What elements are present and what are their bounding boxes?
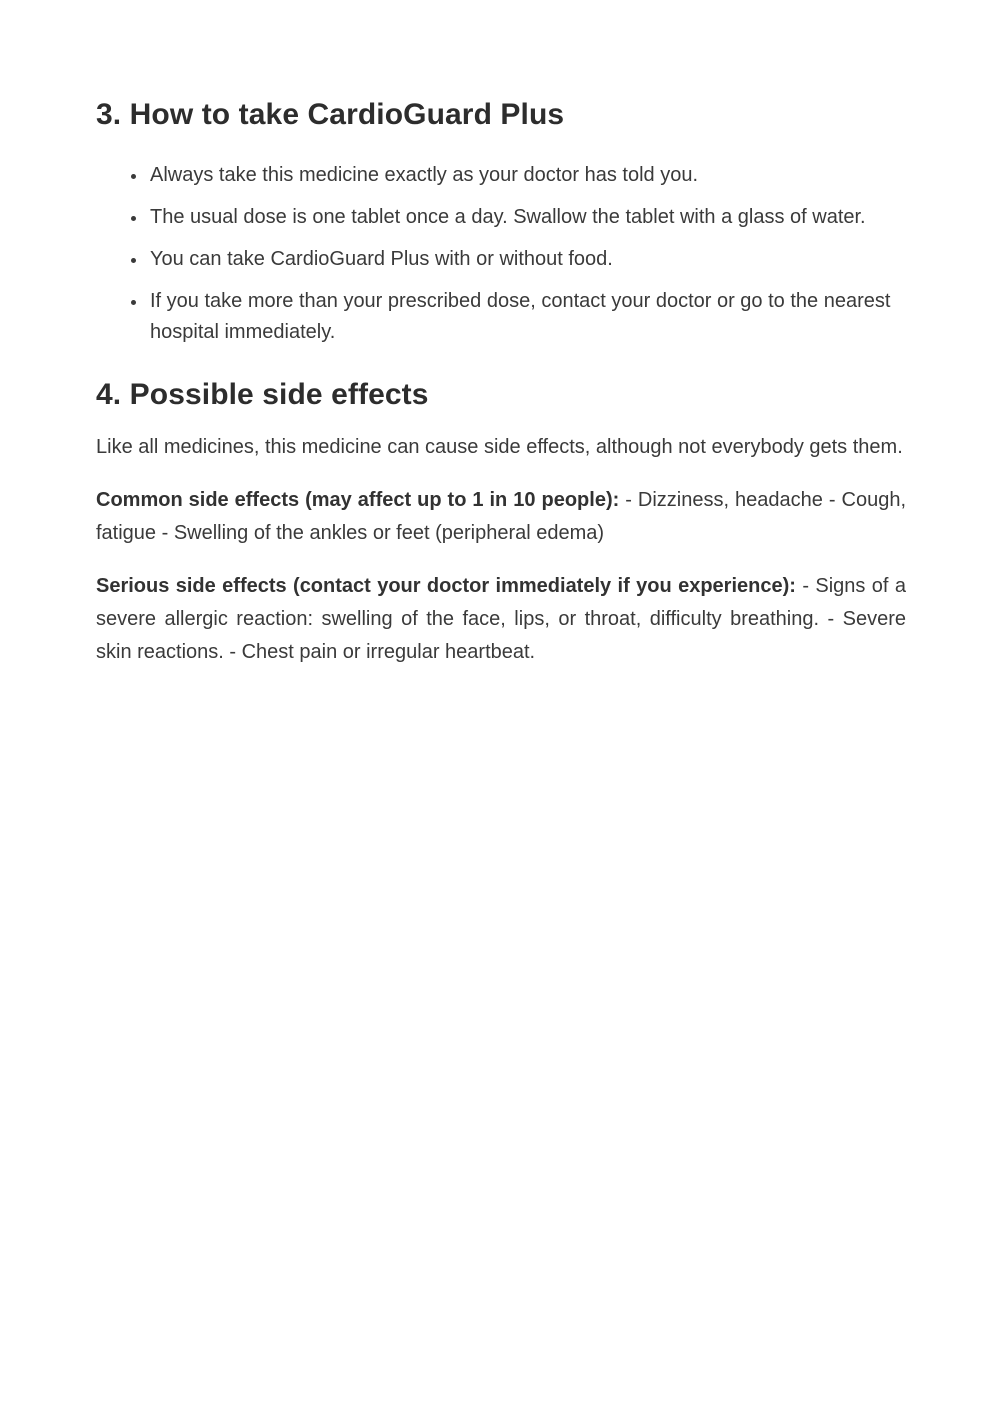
paragraph-intro-text: Like all medicines, this medicine can cause side effects, although not everybody gets them.: [96, 436, 903, 458]
paragraph-serious-side-effects: [96, 570, 906, 669]
list-item-overdose: • If you take more than your prescribed dose, contact your doctor or go to the nearest hospital immediately.: [148, 286, 906, 348]
list-item-take-exactly: • Always take this medicine exactly as your doctor has told you.: [148, 160, 906, 191]
list-item-usual-dose: • The usual dose is one tablet once a day. Swallow the tablet with a glass of water.: [148, 202, 906, 233]
section-heading-how-to-take: 3. How to take CardioGuard Plus: [96, 98, 565, 131]
page-content: [0, 0, 1000, 669]
common-side-effects-text: - Dizziness, headache - Cough, fatigue - Swelling of the ankles or feet (peripheral edema): [96, 489, 906, 544]
paragraph-common-side-effects: [96, 484, 906, 550]
list-item-with-without-food: • You can take CardioGuard Plus with or without food.: [148, 244, 906, 275]
serious-side-effects-lead: Serious side effects (contact your doctor immediately if you experience):: [96, 575, 796, 597]
common-side-effects-lead: Common side effects (may affect up to 1 in 10 people):: [96, 489, 620, 511]
dosage-instructions-list: [96, 160, 906, 348]
paragraph-side-effects-intro: [96, 431, 906, 464]
section-heading-side-effects: 4. Possible side effects: [96, 377, 429, 411]
section-how-to-take: [96, 96, 906, 348]
serious-side-effects-text: - Signs of a severe allergic reaction: swelling of the face, lips, or throat, difficulty breathing. - Severe skin reactions. - Chest pain or irregular heartbeat.: [96, 575, 906, 663]
section-side-effects: [96, 376, 906, 670]
